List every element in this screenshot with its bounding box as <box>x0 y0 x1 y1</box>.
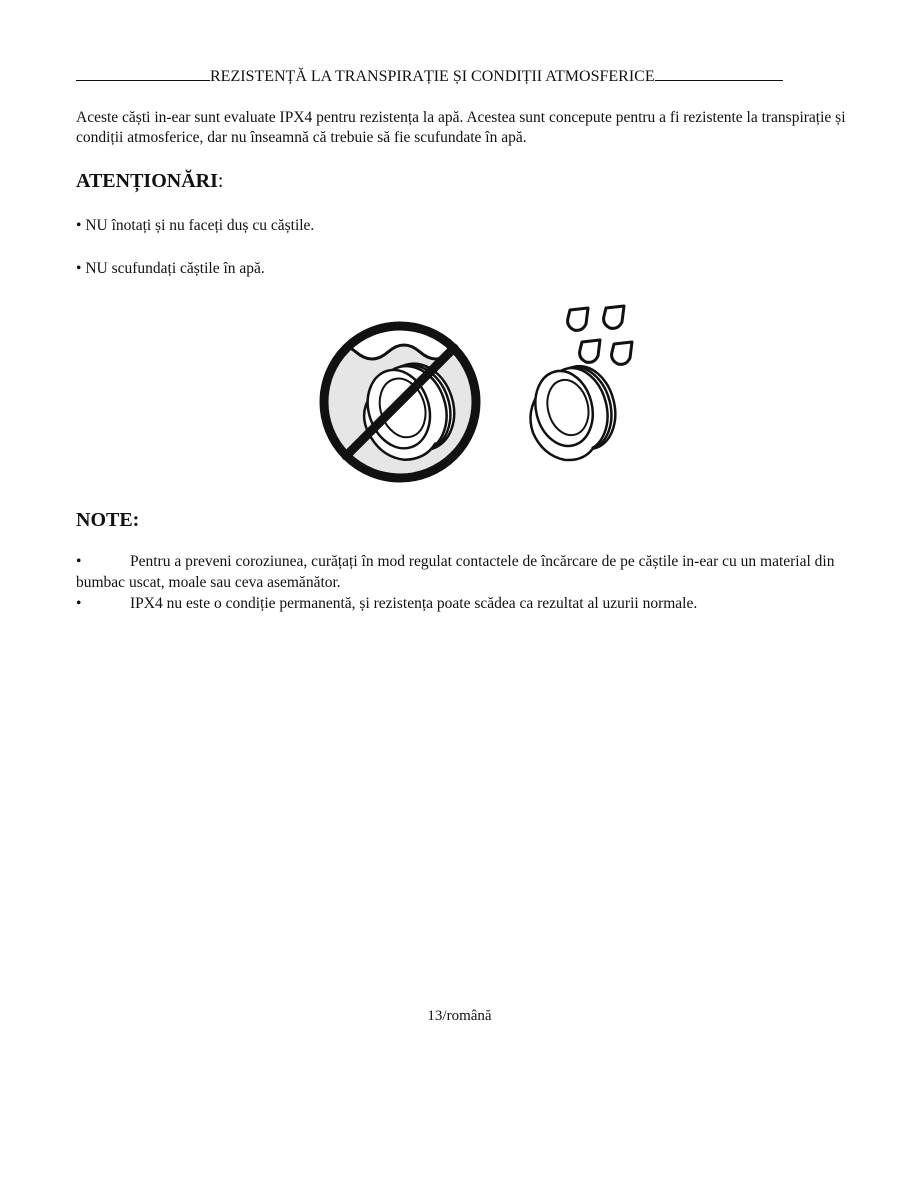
notes-heading: NOTE: <box>76 509 140 531</box>
warnings-heading <box>76 170 223 193</box>
warnings-heading-text: ATENȚIONĂRI <box>76 170 218 192</box>
section-title-text: REZISTENȚĂ LA TRANSPIRAȚIE ȘI CONDIȚII ATMOSFERICE <box>210 68 655 85</box>
water-resistance-illustration <box>316 302 636 486</box>
note-bullet: • <box>76 595 82 612</box>
warning-bullet: • <box>76 217 82 234</box>
note-item <box>76 593 866 614</box>
warning-item <box>76 216 314 236</box>
no-submerge-icon <box>324 326 484 486</box>
warnings-heading-colon: : <box>217 170 224 192</box>
title-rule-left <box>76 66 210 81</box>
droplets-icon <box>568 306 632 364</box>
warning-item <box>76 259 265 279</box>
note-text: IPX4 nu este o condiție permanentă, și rezistența poate scădea ca rezultat al uzurii normale. <box>130 595 698 612</box>
splash-resistant-icon <box>520 306 632 468</box>
title-rule-right <box>655 66 783 81</box>
warning-text: NU scufundați căștile în apă. <box>85 260 265 277</box>
note-bullet: • <box>76 553 82 570</box>
note-text: Pentru a preveni coroziunea, curățați în mod regulat contactele de încărcare de pe căștile in-ear cu un material din bumbac uscat, moale sau ceva asemănător. <box>76 553 835 591</box>
notes-list <box>76 551 866 614</box>
section-title <box>76 66 844 86</box>
note-item <box>76 551 866 593</box>
intro-paragraph: Aceste căști in-ear sunt evaluate IPX4 pentru rezistența la apă. Acestea sunt concepute pentru a fi rezistente la transpirație și condiții atmosferice, dar nu înseamnă că trebuie să fie scufundate în apă. <box>76 109 846 146</box>
page-number: 13/română <box>427 1008 492 1024</box>
warning-bullet: • <box>76 260 82 277</box>
warning-text: NU înotați și nu faceți duș cu căștile. <box>85 217 315 234</box>
